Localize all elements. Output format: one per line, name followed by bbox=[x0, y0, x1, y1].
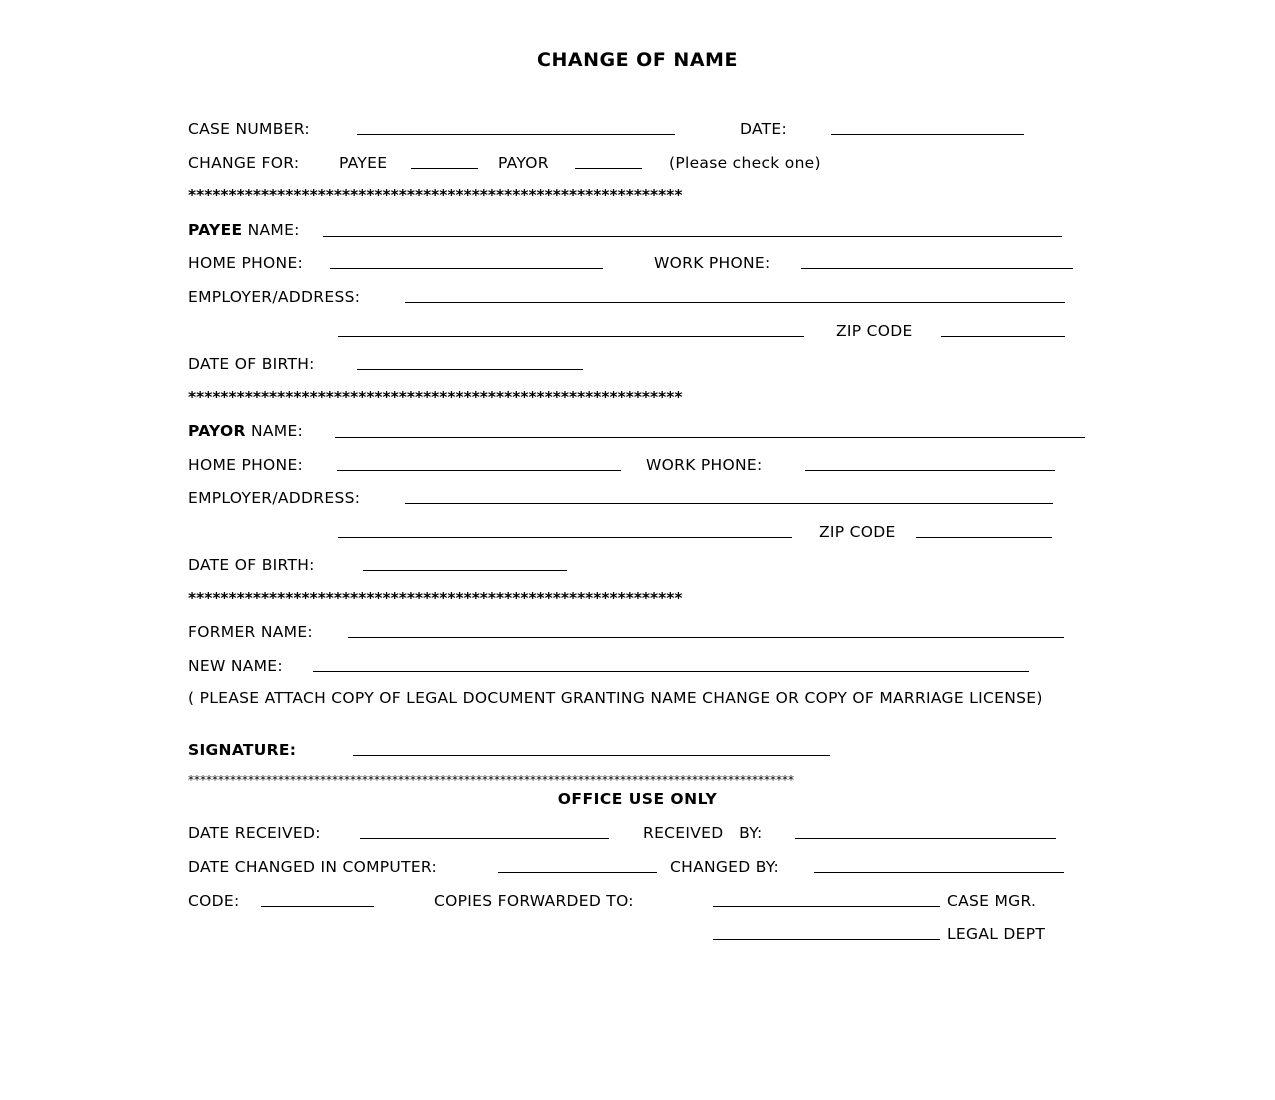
payor-employer-label: EMPLOYER/ADDRESS: bbox=[188, 489, 361, 507]
payor-section-word: PAYOR bbox=[188, 422, 246, 440]
former-name-field[interactable] bbox=[348, 637, 1064, 638]
payee-section-word: PAYEE bbox=[188, 221, 243, 239]
date-changed-label: DATE CHANGED IN COMPUTER: bbox=[188, 858, 438, 876]
payor-name-field[interactable] bbox=[335, 437, 1085, 438]
payor-name-row-label bbox=[188, 422, 303, 440]
payee-name-field[interactable] bbox=[323, 236, 1062, 237]
case-mgr-label: CASE MGR. bbox=[947, 892, 1037, 910]
payee-employer-field[interactable] bbox=[405, 302, 1065, 303]
payee-employer-label: EMPLOYER/ADDRESS: bbox=[188, 288, 361, 306]
legal-dept-label: LEGAL DEPT bbox=[947, 925, 1046, 943]
payor-dob-field[interactable] bbox=[363, 570, 567, 571]
code-label: CODE: bbox=[188, 892, 240, 910]
payee-home-phone-field[interactable] bbox=[330, 268, 603, 269]
separator-stars: ************************************************************* bbox=[188, 388, 683, 406]
case-number-field[interactable] bbox=[357, 134, 675, 135]
signature-label: SIGNATURE: bbox=[188, 741, 297, 759]
case-number-label: CASE NUMBER: bbox=[188, 120, 310, 138]
payee-zip-label: ZIP CODE bbox=[836, 322, 913, 340]
payor-work-phone-label: WORK PHONE: bbox=[646, 456, 763, 474]
payor-check-field[interactable] bbox=[575, 168, 642, 169]
attach-document-note: ( PLEASE ATTACH COPY OF LEGAL DOCUMENT GRANTING NAME CHANGE OR COPY OF MARRIAGE LICENSE) bbox=[188, 689, 1043, 707]
payor-address-line2-field[interactable] bbox=[338, 537, 792, 538]
payor-name-label: NAME: bbox=[250, 422, 304, 440]
payor-zip-field[interactable] bbox=[916, 537, 1052, 538]
payee-name-label: NAME: bbox=[247, 221, 300, 239]
signature-field[interactable] bbox=[353, 755, 830, 756]
separator-stars: ************************************************************* bbox=[188, 589, 683, 607]
case-mgr-field[interactable] bbox=[713, 906, 940, 907]
date-changed-field[interactable] bbox=[498, 872, 657, 873]
changed-by-label: CHANGED BY: bbox=[670, 858, 780, 876]
changed-by-field[interactable] bbox=[814, 872, 1064, 873]
office-use-heading: OFFICE USE ONLY bbox=[557, 790, 718, 808]
date-label: DATE: bbox=[740, 120, 788, 138]
code-field[interactable] bbox=[261, 906, 374, 907]
payee-check-field[interactable] bbox=[411, 168, 478, 169]
date-field[interactable] bbox=[831, 134, 1024, 135]
copies-forwarded-label: COPIES FORWARDED TO: bbox=[434, 892, 634, 910]
payor-employer-field[interactable] bbox=[405, 503, 1053, 504]
change-for-label: CHANGE FOR: bbox=[188, 154, 300, 172]
payee-address-line2-field[interactable] bbox=[338, 336, 804, 337]
payor-dob-label: DATE OF BIRTH: bbox=[188, 556, 315, 574]
payor-home-phone-label: HOME PHONE: bbox=[188, 456, 304, 474]
payee-name-row-label bbox=[188, 221, 300, 239]
payee-dob-field[interactable] bbox=[357, 369, 583, 370]
received-by-label: RECEIVED BY: bbox=[643, 824, 763, 842]
payor-work-phone-field[interactable] bbox=[805, 470, 1055, 471]
payee-work-phone-field[interactable] bbox=[801, 268, 1073, 269]
payor-home-phone-field[interactable] bbox=[337, 470, 621, 471]
new-name-label: NEW NAME: bbox=[188, 657, 283, 675]
check-hint: (Please check one) bbox=[669, 154, 821, 172]
payor-option-label: PAYOR bbox=[498, 154, 549, 172]
former-name-label: FORMER NAME: bbox=[188, 623, 313, 641]
date-received-label: DATE RECEIVED: bbox=[188, 824, 321, 842]
payee-work-phone-label: WORK PHONE: bbox=[654, 254, 771, 272]
separator-stars-small: ***************************************************************************************************** bbox=[188, 773, 794, 787]
payee-option-label: PAYEE bbox=[339, 154, 388, 172]
date-received-field[interactable] bbox=[360, 838, 609, 839]
separator-stars: ************************************************************* bbox=[188, 186, 683, 204]
new-name-field[interactable] bbox=[313, 671, 1029, 672]
payee-dob-label: DATE OF BIRTH: bbox=[188, 355, 315, 373]
payee-zip-field[interactable] bbox=[941, 336, 1065, 337]
form-title: CHANGE OF NAME bbox=[537, 49, 738, 71]
payee-home-phone-label: HOME PHONE: bbox=[188, 254, 304, 272]
legal-dept-field[interactable] bbox=[713, 939, 940, 940]
received-by-field[interactable] bbox=[795, 838, 1056, 839]
payor-zip-label: ZIP CODE bbox=[819, 523, 896, 541]
